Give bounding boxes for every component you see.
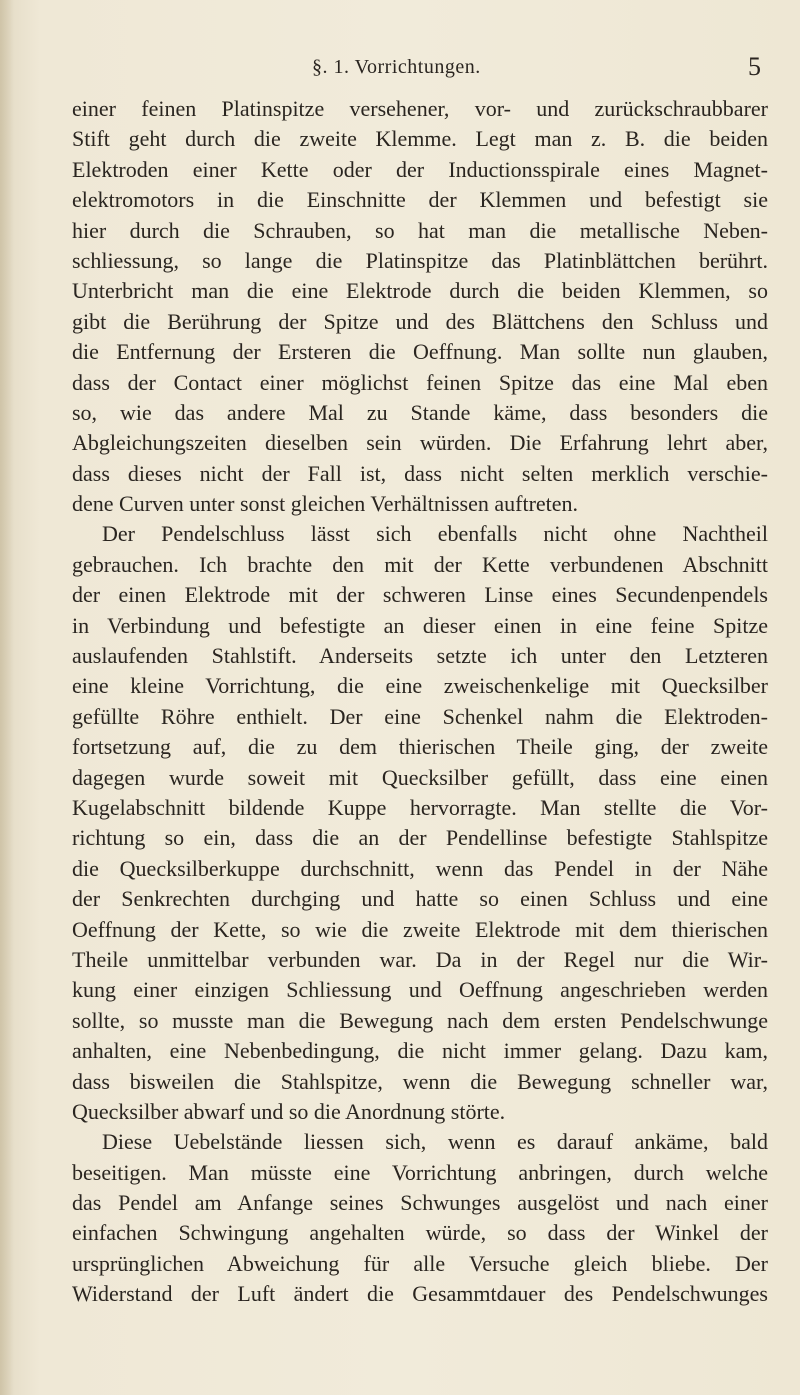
text-line: kung einer einzigen Schliessung und Oeffnung angeschrieben werden xyxy=(72,977,768,1003)
text-line: beseitigen. Man müsste eine Vorrichtung anbringen, durch welche xyxy=(72,1159,768,1185)
text-line: der Senkrechten durchging und hatte so einen Schluss und eine xyxy=(72,886,768,912)
text-line: so, wie das andere Mal zu Stande käme, dass besonders die xyxy=(72,399,768,425)
text-line: schliessung, so lange die Platinspitze das Platinblättchen berührt. xyxy=(72,247,768,273)
text-line: Unterbricht man die eine Elektrode durch die beiden Klemmen, so xyxy=(72,278,768,304)
text-line: in Verbindung und befestigte an dieser einen in eine feine Spitze xyxy=(72,612,768,638)
body-text xyxy=(72,94,768,1310)
text-line: dagegen wurde soweit mit Quecksilber gefüllt, dass eine einen xyxy=(72,764,768,790)
text-line: Diese Uebelstände liessen sich, wenn es darauf ankäme, bald xyxy=(102,1129,768,1155)
text-line: richtung so ein, dass die an der Pendellinse befestigte Stahlspitze xyxy=(72,825,768,851)
text-line: elektromotors in die Einschnitte der Klemmen und befestigt sie xyxy=(72,187,768,213)
text-line: der einen Elektrode mit der schweren Linse eines Secundenpendels xyxy=(72,582,768,608)
text-line: einer feinen Platinspitze versehener, vor- und zurückschraubbarer xyxy=(72,96,768,121)
text-line: eine kleine Vorrichtung, die eine zweischenkelige mit Quecksilber xyxy=(72,673,768,699)
text-line: Widerstand der Luft ändert die Gesammtdauer des Pendelschwunges xyxy=(72,1281,768,1307)
text-line: dass der Contact einer möglichst feinen Spitze das eine Mal eben xyxy=(72,369,768,395)
text-line: Der Pendelschluss lässt sich ebenfalls nicht ohne Nachtheil xyxy=(102,521,768,547)
text-line: die Entfernung der Ersteren die Oeffnung. Man sollte nun glauben, xyxy=(72,339,768,365)
text-line: hier durch die Schrauben, so hat man die metallische Neben- xyxy=(72,217,768,243)
text-line: Oeffnung der Kette, so wie die zweite Elektrode mit dem thierischen xyxy=(72,916,768,942)
page-header xyxy=(0,52,800,86)
text-line: das Pendel am Anfange seines Schwunges ausgelöst und nach einer xyxy=(72,1190,768,1216)
text-line: Abgleichungszeiten dieselben sein würden. Die Erfahrung lehrt aber, xyxy=(72,430,768,456)
text-line: die Quecksilberkuppe durchschnitt, wenn das Pendel in der Nähe xyxy=(72,855,768,881)
text-line: gebrauchen. Ich brachte den mit der Kette verbundenen Abschnitt xyxy=(72,551,768,577)
text-line: auslaufenden Stahlstift. Anderseits setzte ich unter den Letzteren xyxy=(72,643,768,669)
text-line: dass dieses nicht der Fall ist, dass nicht selten merklich verschie- xyxy=(72,460,768,486)
text-line: gibt die Berührung der Spitze und des Blättchens den Schluss und xyxy=(72,308,768,334)
text-line: einfachen Schwingung angehalten würde, so dass der Winkel der xyxy=(72,1220,768,1246)
text-line: Theile unmittelbar verbunden war. Da in der Regel nur die Wir- xyxy=(72,946,768,972)
text-line: ursprünglichen Abweichung für alle Versuche gleich bliebe. Der xyxy=(72,1250,768,1276)
gutter-shadow xyxy=(0,0,14,1395)
text-line: dass bisweilen die Stahlspitze, wenn die Bewegung schneller war, xyxy=(72,1068,768,1094)
text-line: Quecksilber abwarf und so die Anordnung störte. xyxy=(72,1098,506,1124)
page-number: 5 xyxy=(748,52,761,81)
text-line: gefüllte Röhre enthielt. Der eine Schenkel nahm die Elektroden- xyxy=(72,703,768,729)
running-head: §. 1. Vorrichtungen. xyxy=(312,56,481,78)
text-line: Elektroden einer Kette oder der Inductionsspirale eines Magnet- xyxy=(72,156,768,182)
text-line: fortsetzung auf, die zu dem thierischen Theile ging, der zweite xyxy=(72,734,768,760)
text-line: dene Curven unter sonst gleichen Verhältnissen auftreten. xyxy=(72,491,579,517)
text-line: sollte, so musste man die Bewegung nach dem ersten Pendelschwunge xyxy=(72,1007,768,1033)
text-line: Stift geht durch die zweite Klemme. Legt man z. B. die beiden xyxy=(72,126,768,152)
text-line: anhalten, eine Nebenbedingung, die nicht immer gelang. Dazu kam, xyxy=(72,1038,768,1064)
text-line: Kugelabschnitt bildende Kuppe hervorragte. Man stellte die Vor- xyxy=(72,794,768,820)
